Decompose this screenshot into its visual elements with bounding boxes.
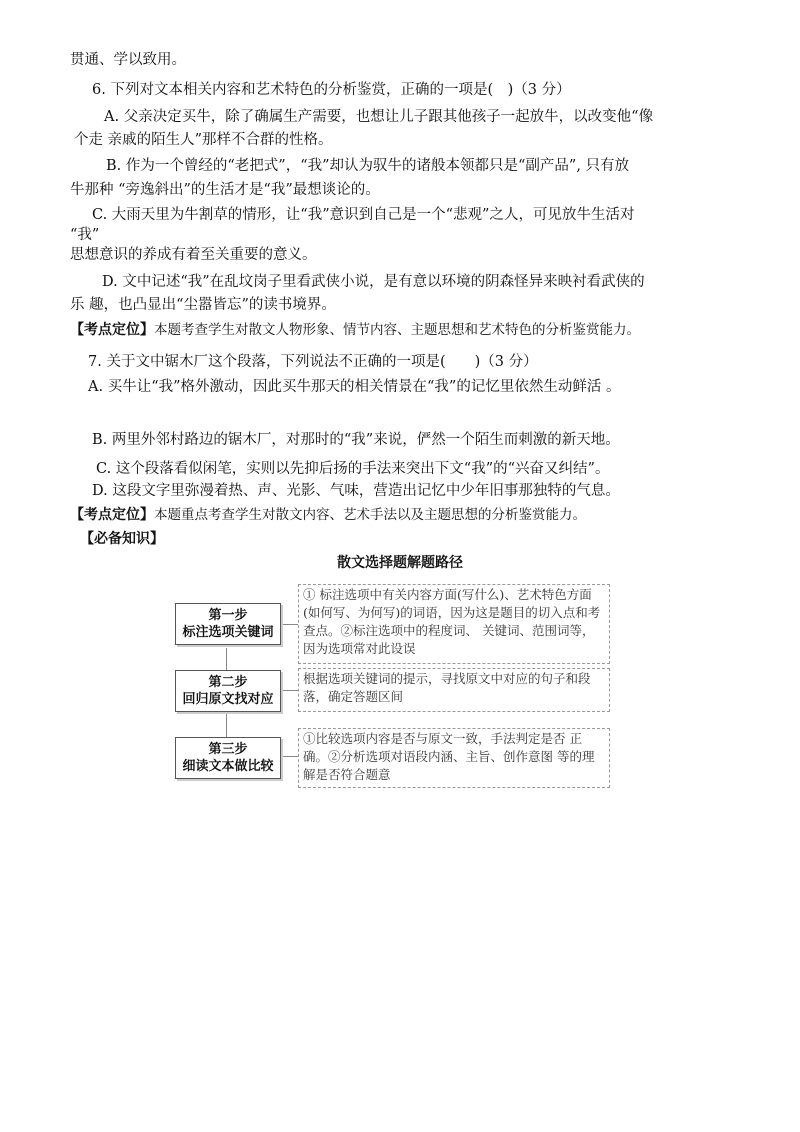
step-2-description: 根据选项关键词的提示，寻找原文中对应的句子和段落，确定答题区间 bbox=[298, 668, 610, 712]
note-label: 【考点定位】 bbox=[70, 322, 154, 338]
step-3-box bbox=[175, 737, 281, 779]
exam-point-note bbox=[70, 320, 640, 340]
text-line: 贯通、学以致用。 bbox=[70, 52, 186, 68]
q6-option-d-cont: 乐 趣，也凸显出“尘嚣皆忘”的读书境界。 bbox=[70, 297, 336, 313]
step-1-box bbox=[175, 603, 281, 645]
note-text: 本题考查学生对散文人物形象、情节内容、主题思想和艺术特色的分析鉴赏能力。 bbox=[154, 322, 640, 338]
connector-2-3 bbox=[226, 712, 227, 738]
question-6: 6. 下列对文本相关内容和艺术特色的分析鉴赏，正确的一项是( )（3 分） bbox=[92, 82, 571, 98]
q6-option-d: D. 文中记述“我”在乱坟岗子里看武侠小说，是有意以环境的阴森怪异来映衬看武侠的 bbox=[102, 274, 645, 290]
q6-option-b-cont: 牛那种 “旁逸斜出”的生活才是“我”最想谈论的。 bbox=[70, 182, 380, 198]
step-1-description: ① 标注选项中有关内容方面(写什么)、艺术特色方面(如何写、为何写)的词语，因为这是题目的切入点和考查点。②标注选项中的程度词、 关键词、范围词等，因为选项常对此设误 bbox=[298, 584, 610, 664]
q6-option-a-cont: 个走 亲戚的陌生人”那样不合群的性格。 bbox=[74, 132, 333, 148]
connector-step1-desc bbox=[280, 624, 298, 625]
connector-step3-desc bbox=[280, 756, 298, 757]
step-3-description: ①比较选项内容是否与原文一致，手法判定是否 正确。②分析选项对语段内涵、主旨、创作意图 等的理解是否符合题意 bbox=[298, 728, 610, 788]
step-2-name: 回归原文找对应 bbox=[182, 692, 274, 707]
step-2-number: 第二步 bbox=[208, 675, 248, 690]
note-label-2: 【考点定位】 bbox=[70, 507, 154, 523]
q7-option-d: D. 这段文字里弥漫着热、声、光影、气味，营造出记忆中少年旧事那独特的气息。 bbox=[92, 483, 620, 499]
step-2-box bbox=[175, 670, 281, 712]
note-text-2: 本题重点考查学生对散文内容、艺术手法以及主题思想的分析鉴赏能力。 bbox=[154, 507, 586, 523]
q6-option-a: A. 父亲决定买牛，除了确属生产需要，也想让儿子跟其他孩子一起放牛，以改变他“像 bbox=[104, 109, 654, 125]
connector-step2-desc bbox=[280, 690, 298, 691]
step-3-name: 细读文本做比较 bbox=[182, 759, 274, 774]
step-1-number: 第一步 bbox=[208, 608, 248, 623]
q6-option-c-cont: “我” bbox=[70, 227, 100, 243]
q6-option-c-cont2: 思想意识的养成有着至关重要的意义。 bbox=[70, 247, 317, 263]
q7-option-b: B. 两里外邻村路边的锯木厂，对那时的“我”来说，俨然一个陌生而刺激的新天地。 bbox=[92, 432, 620, 448]
question-7: 7. 关于文中锯木厂这个段落，下列说法不正确的一项是( )（3 分） bbox=[88, 354, 538, 370]
exam-point-note-2 bbox=[70, 505, 586, 525]
q6-option-b: B. 作为一个曾经的“老把式”，“我”却认为驭牛的诸般本领都只是“副产品”, 只有放 bbox=[106, 158, 630, 174]
step-1-name: 标注选项关键词 bbox=[182, 625, 274, 640]
q7-option-a: A. 买牛让“我”格外激动，因此买牛那天的相关情景在“我”的记忆里依然生动鲜活 。 bbox=[88, 379, 621, 395]
connector-1-2 bbox=[226, 648, 227, 670]
q6-option-c: C. 大雨天里为牛割草的情形，让“我”意识到自己是一个“悲观”之人，可见放牛生活对 bbox=[92, 207, 635, 223]
q7-option-c: C. 这个段落看似闲笔，实则以先抑后扬的手法来突出下文“我”的“兴奋又纠结”。 bbox=[96, 461, 610, 477]
knowledge-heading: 【必备知识】 bbox=[80, 531, 164, 547]
diagram-title: 散文选择题解题路径 bbox=[337, 555, 463, 571]
step-3-number: 第三步 bbox=[208, 742, 248, 757]
